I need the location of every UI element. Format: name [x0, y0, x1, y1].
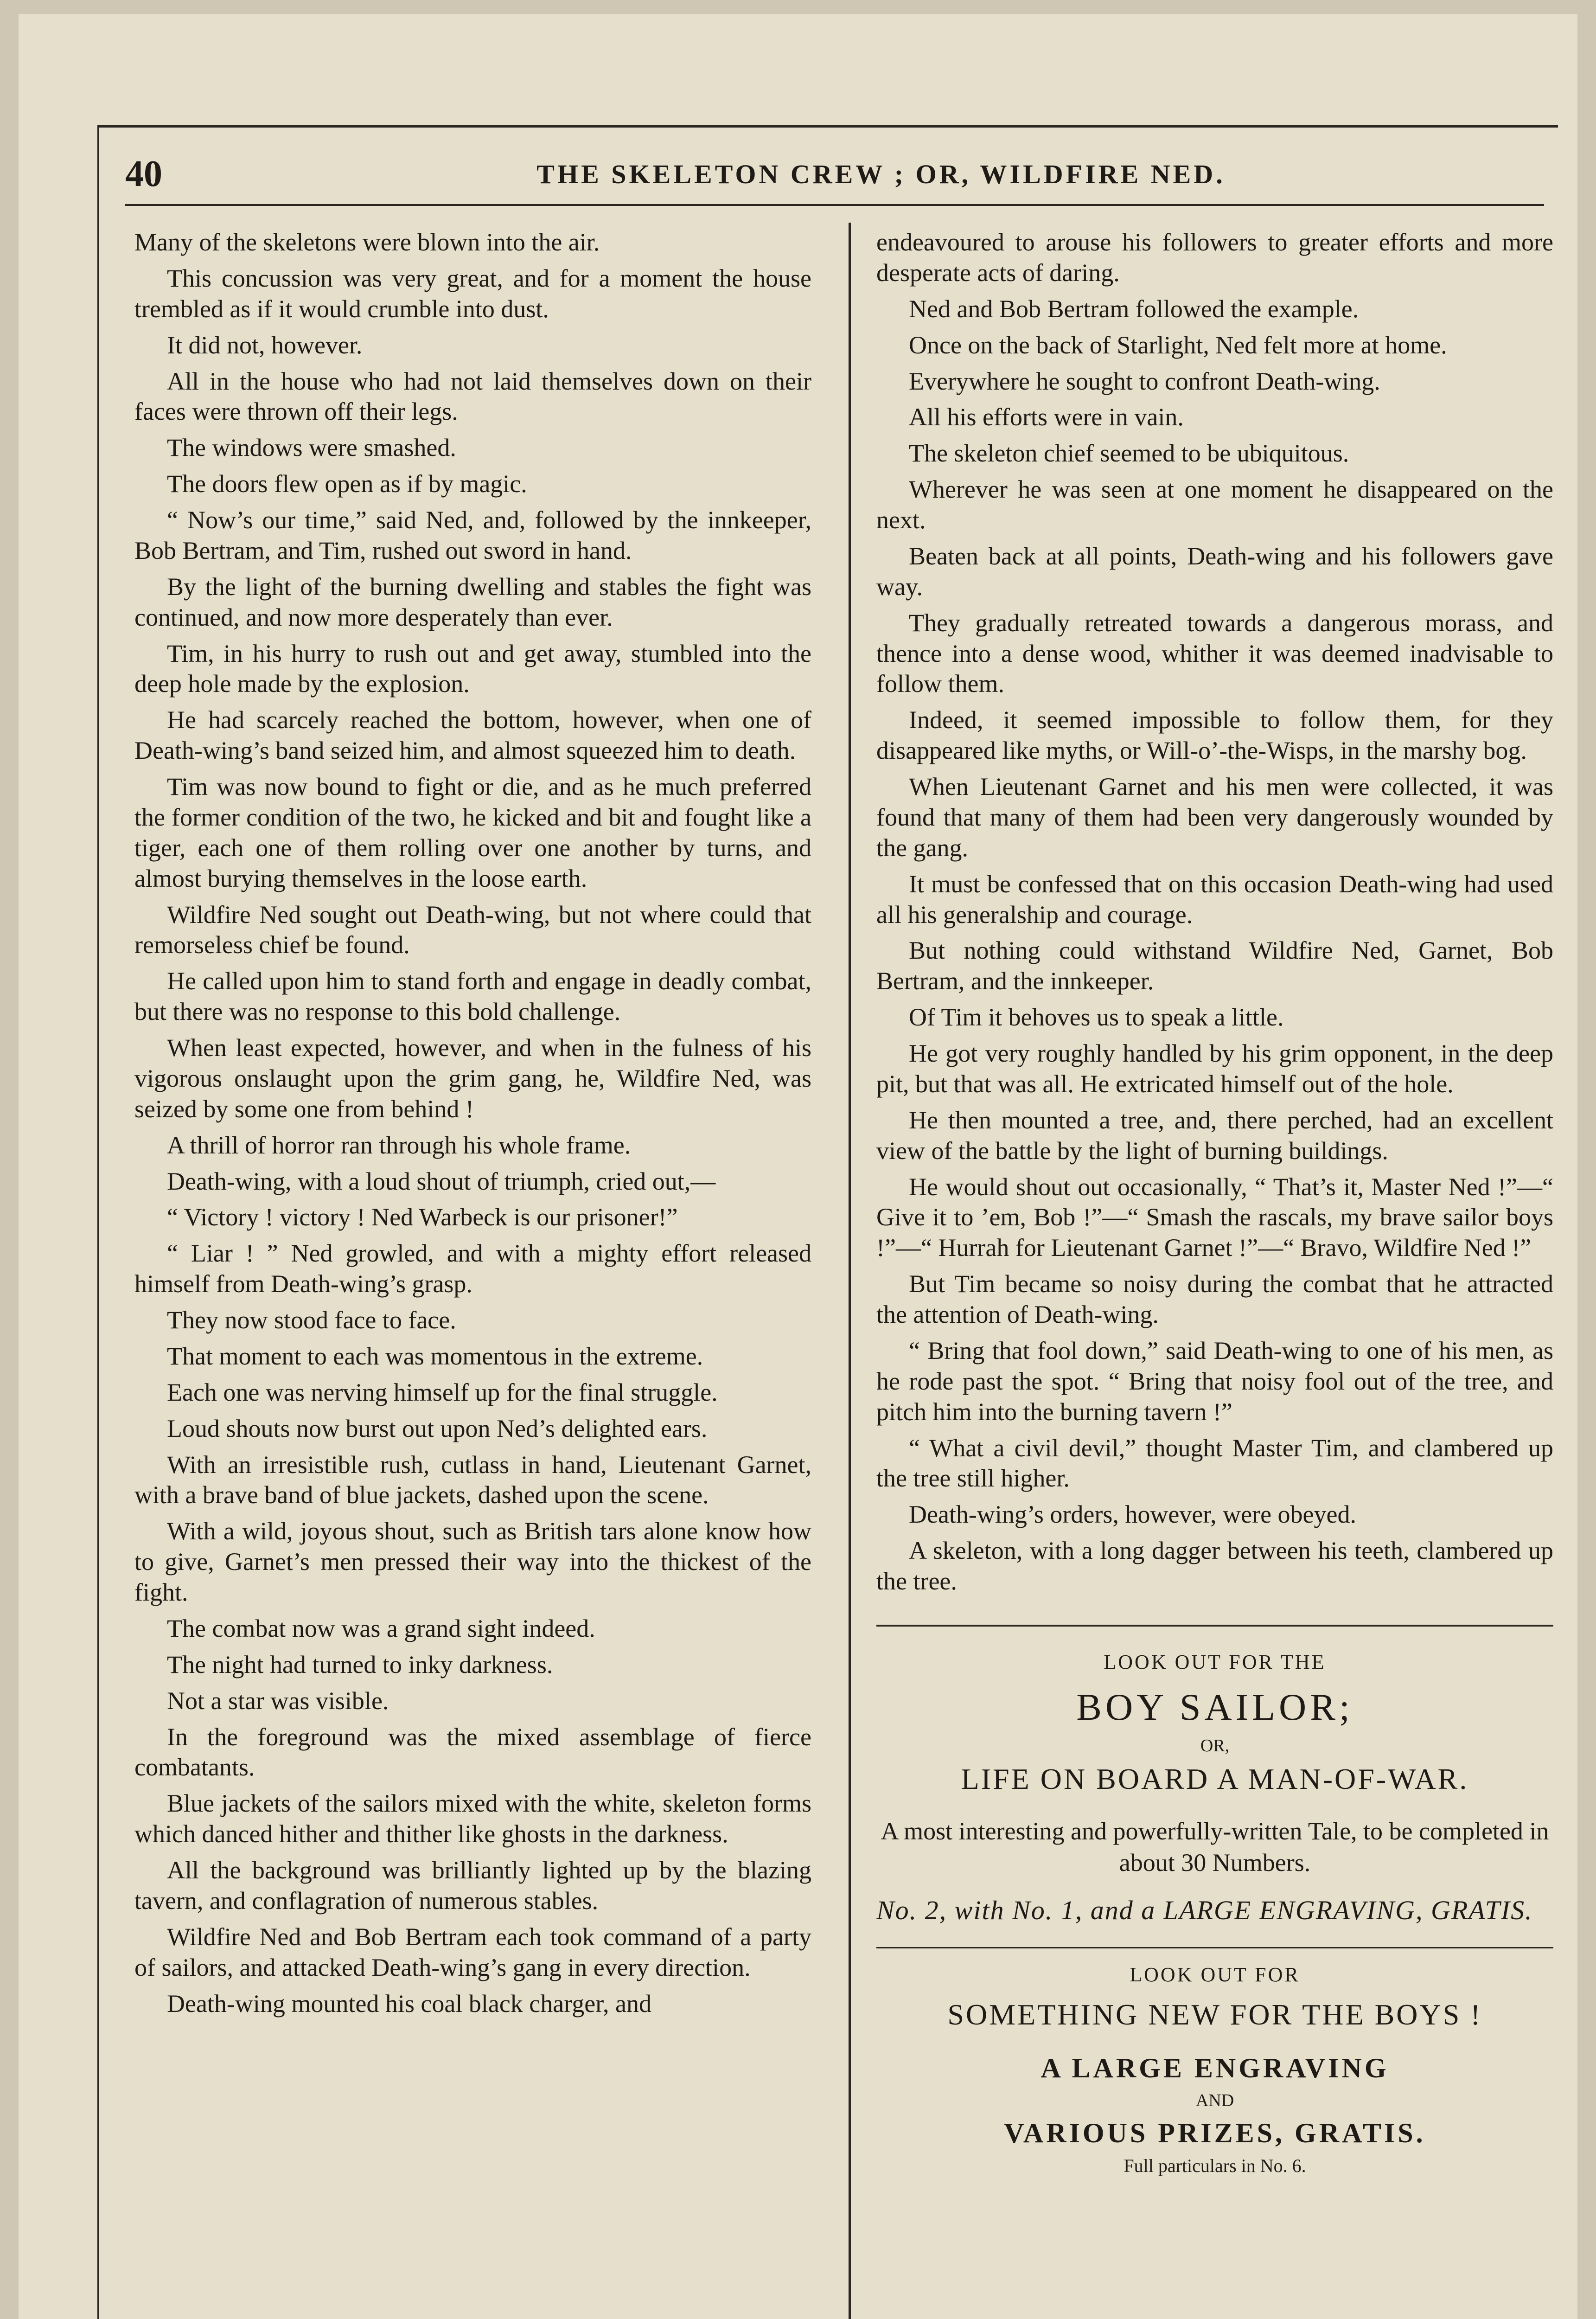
paragraph: Wildfire Ned and Bob Bertram each took command of a party of sailors, and attacked Death-wing’s gang in every direction.: [134, 1922, 811, 1981]
paragraph: Wildfire Ned sought out Death-wing, but not where could that remorseless chief be found.: [134, 900, 811, 959]
paragraph: Death-wing’s orders, however, were obeyed.: [909, 1500, 1356, 1529]
ad2-and: AND: [1195, 2091, 1234, 2111]
paragraph: In the foreground was the mixed assemblage of fierce combatants.: [134, 1723, 811, 1781]
paragraph: The doors flew open as if by magic.: [167, 470, 527, 498]
paragraph: He then mounted a tree, and, there perched, had an excellent view of the battle by the light of burning buildings.: [876, 1106, 1553, 1165]
paragraph: But nothing could withstand Wildfire Ned, Garnet, Bob Bertram, and the innkeeper.: [876, 936, 1553, 995]
ad-description: A most interesting and powerfully-written Tale, to be completed in about 30 Numbers.: [881, 1817, 1549, 1877]
paragraph: Many of the skeletons were blown into the air.: [134, 228, 600, 256]
ad2-lookout: LOOK OUT FOR: [1130, 1963, 1300, 1986]
page-number: 40: [125, 153, 162, 194]
paragraph: Loud shouts now burst out upon Ned’s delighted ears.: [167, 1414, 708, 1442]
ad-offer: No. 2, with No. 1, and a LARGE ENGRAVING, GRATIS.: [876, 1895, 1533, 1926]
paragraph: It did not, however.: [167, 331, 363, 359]
paragraph: Indeed, it seemed impossible to follow them, for they disappeared like myths, or Will-o’-the-Wisps, in the marshy bog.: [876, 706, 1553, 765]
paragraph: endeavoured to arouse his followers to greater efforts and more desperate acts of daring.: [876, 228, 1553, 287]
ad2-line2: VARIOUS PRIZES, GRATIS.: [1004, 2117, 1426, 2148]
left-column: [134, 227, 811, 2024]
paragraph: Death-wing mounted his coal black charger, and: [167, 1989, 651, 2018]
right-column-text: [876, 227, 1553, 1597]
paragraph: Beaten back at all points, Death-wing and his followers gave way.: [876, 542, 1553, 601]
paragraph: “ Now’s our time,” said Ned, and, followed by the innkeeper, Bob Bertram, and Tim, rushed out sword in hand.: [134, 506, 811, 564]
running-title: THE SKELETON CREW ; OR, WILDFIRE NED.: [536, 159, 1226, 189]
column-divider: [849, 223, 851, 2319]
ad2-line1: A LARGE ENGRAVING: [1041, 2053, 1389, 2084]
paragraph: All the background was brilliantly lighted up by the blazing tavern, and conflagration of numerous stables.: [134, 1856, 811, 1915]
paragraph: This concussion was very great, and for a moment the house trembled as if it would crumble into dust.: [134, 264, 811, 323]
ad-subtitle: LIFE ON BOARD A MAN-OF-WAR.: [961, 1762, 1469, 1795]
paragraph: Once on the back of Starlight, Ned felt more at home.: [909, 331, 1447, 359]
paragraph: Wherever he was seen at one moment he disappeared on the next.: [876, 475, 1553, 534]
paragraph: He would shout out occasionally, “ That’s it, Master Ned !”—“ Give it to ’em, Bob !”—“ Smash the rascals, my brave sailor boys !”—“ Hurrah for Lieutenant Garnet !”—“ Bravo, Wildfire Ned !”: [876, 1172, 1553, 1262]
page-content: [79, 107, 1577, 2319]
scanned-page: [19, 14, 1577, 2319]
something-new-ad: [876, 1962, 1553, 2177]
paragraph: With a wild, joyous shout, such as British tars alone know how to give, Garnet’s men pressed their way into the thickest of the fight.: [134, 1517, 811, 1606]
ad2-note: Full particulars in No. 6.: [1124, 2155, 1306, 2176]
paragraph: All his efforts were in vain.: [909, 403, 1184, 431]
paragraph: “ Victory ! victory ! Ned Warbeck is our prisoner!”: [167, 1203, 678, 1231]
ad2-title: SOMETHING NEW FOR THE BOYS !: [947, 1998, 1482, 2031]
paragraph: Not a star was visible.: [167, 1686, 389, 1715]
paragraph: When least expected, however, and when in the fulness of his vigorous onslaught upon the grim gang, he, Wildfire Ned, was seized by some one from behind !: [134, 1034, 811, 1123]
paragraph: The windows were smashed.: [167, 434, 456, 462]
ad-lookout: LOOK OUT FOR THE: [1104, 1650, 1326, 1673]
paragraph: Everywhere he sought to confront Death-wing.: [909, 367, 1380, 395]
paragraph: He got very roughly handled by his grim opponent, in the deep pit, but that was all. He extricated himself out of the hole.: [876, 1039, 1553, 1098]
paragraph: But Tim became so noisy during the combat that he attracted the attention of Death-wing.: [876, 1270, 1553, 1328]
header-rule: [125, 204, 1544, 206]
paragraph: Tim, in his hurry to rush out and get away, stumbled into the deep hole made by the explosion.: [134, 639, 811, 698]
paragraph: The combat now was a grand sight indeed.: [167, 1614, 595, 1642]
top-border: [97, 125, 1558, 128]
ad-divider: [876, 1625, 1553, 1627]
paragraph: The night had turned to inky darkness.: [167, 1650, 553, 1678]
paragraph: Ned and Bob Bertram followed the example.: [909, 295, 1359, 323]
right-column: [876, 227, 1553, 2178]
paragraph: They now stood face to face.: [167, 1306, 456, 1334]
left-border: [97, 125, 99, 2319]
paragraph: They gradually retreated towards a dangerous morass, and thence into a dense wood, whither it was deemed inadvisable to follow them.: [876, 609, 1553, 698]
ad-or: OR,: [1200, 1736, 1230, 1755]
paragraph: “ What a civil devil,” thought Master Tim, and clambered up the tree still higher.: [876, 1434, 1553, 1493]
boy-sailor-ad: [876, 1650, 1553, 1928]
paragraph: A thrill of horror ran through his whole frame.: [167, 1131, 631, 1159]
ad-divider-2: [876, 1947, 1553, 1948]
paragraph: Each one was nerving himself up for the final struggle.: [167, 1378, 718, 1406]
ad-title: BOY SAILOR;: [1076, 1685, 1353, 1728]
paragraph: Death-wing, with a loud shout of triumph, cried out,—: [167, 1167, 716, 1195]
paragraph: It must be confessed that on this occasion Death-wing had used all his generalship and courage.: [876, 870, 1553, 929]
paragraph: The skeleton chief seemed to be ubiquitous.: [909, 439, 1349, 468]
paragraph: He had scarcely reached the bottom, however, when one of Death-wing’s band seized him, and almost squeezed him to death.: [134, 706, 811, 765]
paragraph: That moment to each was momentous in the extreme.: [167, 1342, 703, 1370]
paragraph: With an irresistible rush, cutlass in hand, Lieutenant Garnet, with a brave band of blue jackets, dashed upon the scene.: [134, 1450, 811, 1509]
paragraph: Blue jackets of the sailors mixed with the white, skeleton forms which danced hither and thither like ghosts in the darkness.: [134, 1789, 811, 1848]
paragraph: Tim was now bound to fight or die, and as he much preferred the former condition of the two, he kicked and bit and fought like a tiger, each one of them rolling over one another by turns, and almost burying themselves in the loose earth.: [134, 773, 811, 892]
paragraph: “ Bring that fool down,” said Death-wing to one of his men, as he rode past the spot. “ Bring that noisy fool out of the tree, and pitch him into the burning tavern !”: [876, 1336, 1553, 1426]
paragraph: All in the house who had not laid themselves down on their faces were thrown off their legs.: [134, 367, 811, 426]
paragraph: “ Liar ! ” Ned growled, and with a mighty effort released himself from Death-wing’s grasp.: [134, 1239, 811, 1298]
paragraph: Of Tim it behoves us to speak a little.: [909, 1003, 1284, 1031]
paragraph: By the light of the burning dwelling and stables the fight was continued, and now more desperately than ever.: [134, 572, 811, 631]
paragraph: He called upon him to stand forth and engage in deadly combat, but there was no response to this bold challenge.: [134, 967, 811, 1026]
paragraph: When Lieutenant Garnet and his men were collected, it was found that many of them had been very dangerously wounded by the gang.: [876, 773, 1553, 862]
page-header: [125, 148, 1544, 199]
paragraph: A skeleton, with a long dagger between his teeth, clambered up the tree.: [876, 1537, 1553, 1595]
